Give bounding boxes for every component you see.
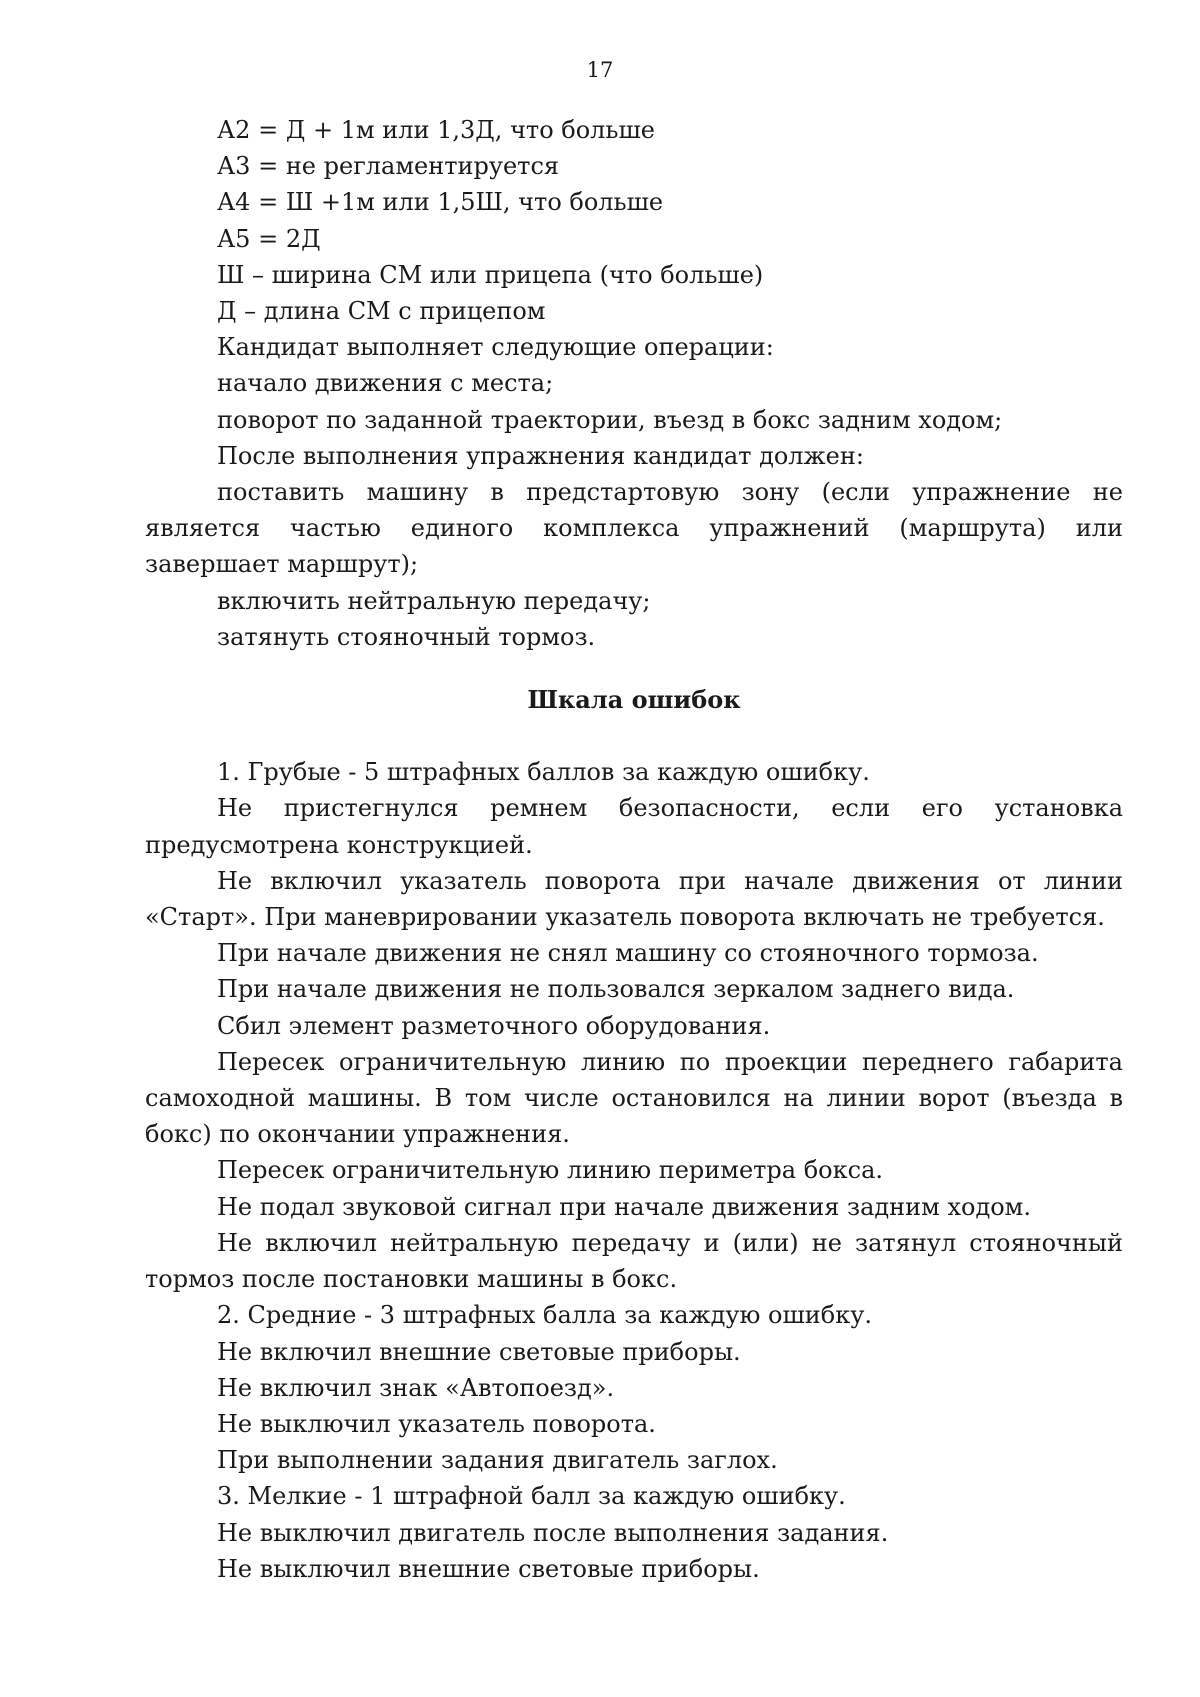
section-heading: Шкала ошибок bbox=[527, 685, 741, 715]
error-item: Не включил нейтральную передачу и (или) не затянул стояночный тормоз после постановки машины в бокс. bbox=[145, 1228, 1123, 1294]
formula-a2: А2 = Д + 1м или 1,3Д, что больше bbox=[217, 116, 656, 144]
error-item: Не включил указатель поворота при начале движения от линии «Старт». При маневрировании указатель поворота включать не требуется. bbox=[145, 866, 1123, 932]
error-item: Пересек ограничительную линию периметра бокса. bbox=[217, 1156, 883, 1185]
error-item: Не включил знак «Автопоезд». bbox=[217, 1373, 615, 1402]
error-item: Не выключил двигатель после выполнения задания. bbox=[217, 1518, 889, 1547]
error-item: Не выключил указатель поворота. bbox=[217, 1409, 656, 1438]
page-number: 17 bbox=[586, 58, 614, 82]
error-item: Пересек ограничительную линию по проекции переднего габарита самоходной машины. В том числе остановился на линии ворот (въезда в бокс) по окончании упражнения. bbox=[145, 1047, 1123, 1149]
error-item: При начале движения не пользовался зеркалом заднего вида. bbox=[217, 975, 1015, 1004]
formula-a4: А4 = Ш +1м или 1,5Ш, что больше bbox=[217, 188, 664, 217]
definition-length: Д – длина СМ с прицепом bbox=[217, 297, 546, 326]
medium-errors-title: 2. Средние - 3 штрафных балла за каждую ошибку. bbox=[217, 1301, 872, 1330]
error-item: Не подал звуковой сигнал при начале движения задним ходом. bbox=[217, 1192, 1031, 1221]
error-item: При начале движения не снял машину со стояночного тормоза. bbox=[217, 939, 1039, 968]
after-exercise-intro: После выполнения упражнения кандидат должен: bbox=[217, 441, 864, 470]
error-item: При выполнении задания двигатель заглох. bbox=[217, 1446, 778, 1475]
error-item: Не включил внешние световые приборы. bbox=[217, 1337, 741, 1366]
formula-a5: А5 = 2Д bbox=[217, 224, 321, 253]
after-step-brake: затянуть стояночный тормоз. bbox=[217, 622, 596, 651]
formula-a3: А3 = не регламентируется bbox=[217, 152, 560, 181]
after-step-zone: поставить машину в предстартовую зону (если упражнение не является частью единого комплекса упражнений (маршрута) или завершает маршрут); bbox=[145, 478, 1123, 579]
operation-turn: поворот по заданной траектории, въезд в бокс задним ходом; bbox=[217, 405, 1003, 434]
document-body bbox=[145, 112, 1123, 1587]
error-item: Не пристегнулся ремнем безопасности, если его установка предусмотрена конструкцией. bbox=[145, 794, 1123, 859]
minor-errors-title: 3. Мелкие - 1 штрафной балл за каждую ошибку. bbox=[217, 1482, 846, 1511]
after-step-neutral: включить нейтральную передачу; bbox=[217, 586, 651, 615]
gross-errors-title: 1. Грубые - 5 штрафных баллов за каждую ошибку. bbox=[217, 758, 870, 787]
error-item: Не выключил внешние световые приборы. bbox=[217, 1554, 760, 1583]
error-item: Сбил элемент разметочного оборудования. bbox=[217, 1011, 771, 1040]
operations-intro: Кандидат выполняет следующие операции: bbox=[217, 333, 774, 362]
definition-width: Ш – ширина СМ или прицепа (что больше) bbox=[217, 260, 764, 289]
operation-start: начало движения с места; bbox=[217, 369, 554, 398]
